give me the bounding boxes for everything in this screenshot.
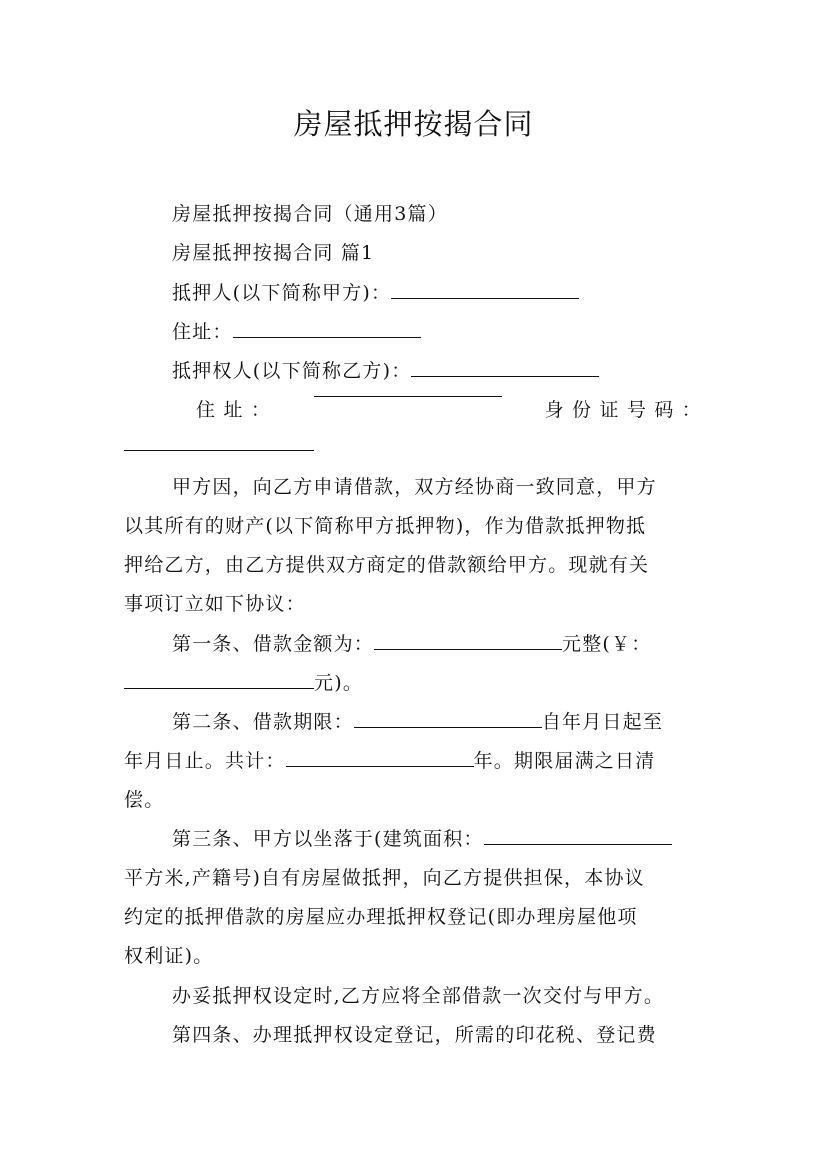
- id-number-line: [124, 434, 702, 456]
- paragraph-line: 以其所有的财产(以下简称甲方抵押物)，作为借款抵押物抵: [124, 515, 647, 537]
- address-line: [172, 317, 702, 344]
- id-number-label: 身 份 证 号 码 ：: [544, 399, 702, 421]
- address2-blank: [314, 395, 502, 397]
- paragraph-line: 办妥抵押权设定时,乙方应将全部借款一次交付与甲方。: [172, 985, 665, 1007]
- mortgagee-label: 抵押权人(以下简称乙方)：: [172, 360, 412, 382]
- paragraph-line: 甲方因，向乙方申请借款，双方经协商一致同意，甲方: [172, 476, 657, 498]
- address-id-line: [196, 395, 702, 422]
- mortgagee-line: [172, 356, 702, 383]
- section-heading: 房屋抵押按揭合同 篇1: [172, 242, 375, 264]
- article-3-label: 第三条、甲方以坐落于(建筑面积：: [172, 828, 484, 850]
- loan-term-blank: [354, 726, 542, 728]
- article-2-to: 年月日止。共计：: [124, 750, 286, 772]
- id-number-blank: [124, 449, 314, 451]
- article-2-expiry: 年。期限届满之日清: [473, 750, 656, 772]
- subtitle-line: 房屋抵押按揭合同（通用3篇）: [172, 203, 448, 225]
- loan-years-blank: [286, 765, 474, 767]
- mortgagor-blank: [391, 297, 579, 299]
- article-4-line: 第四条、办理抵押权设定登记，所需的印花税、登记费: [172, 1024, 657, 1046]
- article-1-label: 第一条、借款金额为：: [172, 633, 375, 655]
- mortgagor-line: [172, 278, 702, 305]
- mortgagor-label: 抵押人(以下简称甲方)：: [172, 282, 392, 304]
- address2-label: 住 址 ：: [196, 399, 272, 421]
- paragraph-line: 偿。: [124, 789, 165, 811]
- paragraph-line: 约定的抵押借款的房屋应办理抵押权登记(即办理房屋他项: [124, 906, 638, 928]
- paragraph-line: 押给乙方，由乙方提供双方商定的借款额给甲方。现就有关: [124, 554, 650, 576]
- mortgagee-blank: [411, 375, 599, 377]
- article-3-line: [172, 824, 702, 851]
- article-1-end: 元)。: [314, 672, 364, 694]
- loan-amount-blank: [374, 648, 562, 650]
- paragraph-line: 权利证)。: [124, 945, 214, 967]
- article-2-line: [172, 707, 702, 734]
- document-title: 房屋抵押按揭合同: [293, 107, 534, 141]
- paragraph-line: 平方米,产籍号)自有房屋做抵押，向乙方提供担保，本协议: [124, 867, 645, 889]
- loan-amount-figure-blank: [124, 687, 314, 689]
- address-label: 住址：: [172, 321, 233, 343]
- paragraph-line: 事项订立如下协议：: [124, 593, 306, 615]
- article-2-from: 自年月日起至: [541, 711, 664, 733]
- article-1-unit: 元整(￥：: [562, 633, 652, 655]
- article-1-line-2: [124, 668, 702, 695]
- article-2-label: 第二条、借款期限：: [172, 711, 354, 733]
- building-area-blank: [484, 843, 672, 845]
- article-1-line: [172, 629, 702, 656]
- article-2-line-2: [124, 746, 702, 773]
- address-blank: [233, 336, 421, 338]
